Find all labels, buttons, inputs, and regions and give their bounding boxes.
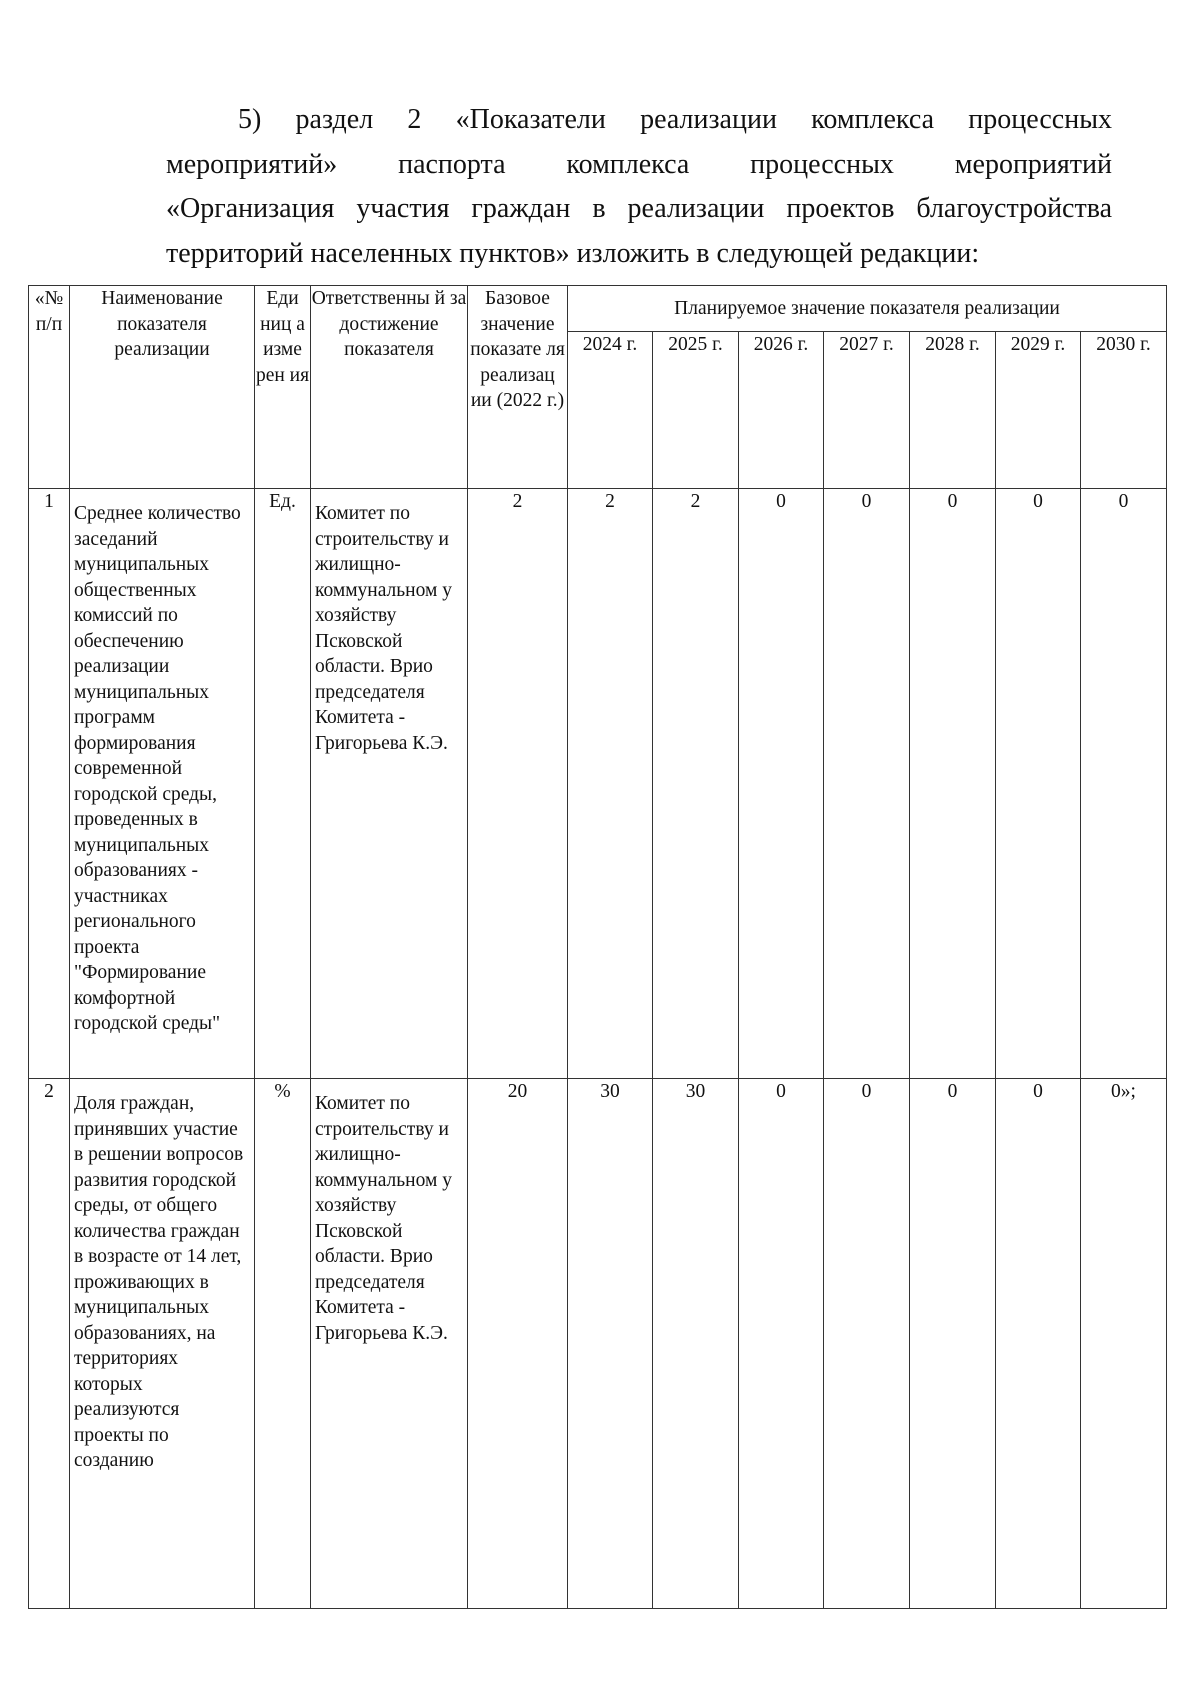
row-name: Среднее количество заседаний муниципальных общественных комиссий по обеспечению реализации муниципальных программ формирования современной городской среды, проведенных в муниципальных образованиях - участниках регионального проекта "Формирование комфортной городской среды"	[70, 489, 255, 1079]
intro-line-2: мероприятий» паспорта комплекса процессных мероприятий	[166, 148, 1112, 180]
row-value: 0	[824, 1079, 910, 1609]
header-planned: Планируемое значение показателя реализации	[568, 286, 1167, 332]
row-value: 0	[739, 489, 824, 1079]
header-base: Базовое значение показате ля реализац ии (2022 г.)	[468, 286, 568, 489]
intro-paragraph	[166, 98, 1112, 276]
row-name: Доля граждан, принявших участие в решении вопросов развития городской среды, от общего количества граждан в возрасте от 14 лет, проживающих в муниципальных образованиях, на территориях которых реализуются проекты по созданию	[70, 1079, 255, 1609]
header-year: 2030 г.	[1081, 332, 1167, 489]
row-unit: Ед.	[255, 489, 311, 1079]
row-value: 0»;	[1081, 1079, 1167, 1609]
intro-line-1: 5) раздел 2 «Показатели реализации комплекса процессных	[238, 104, 1112, 135]
header-year: 2027 г.	[824, 332, 910, 489]
header-year: 2025 г.	[653, 332, 739, 489]
row-responsible: Комитет по строительству и жилищно-коммунальном у хозяйству Псковской области. Врио председателя Комитета - Григорьева К.Э.	[311, 489, 468, 1079]
row-unit: %	[255, 1079, 311, 1609]
row-value: 30	[653, 1079, 739, 1609]
header-responsible: Ответственны й за достижение показателя	[311, 286, 468, 489]
row-value: 0	[996, 1079, 1081, 1609]
header-year: 2024 г.	[568, 332, 653, 489]
table-row	[29, 489, 1167, 1079]
table-row	[29, 1079, 1167, 1609]
header-name: Наименование показателя реализации	[70, 286, 255, 489]
header-num: «№ п/п	[29, 286, 70, 489]
row-value: 2	[653, 489, 739, 1079]
row-responsible: Комитет по строительству и жилищно-коммунальном у хозяйству Псковской области. Врио председателя Комитета - Григорьева К.Э.	[311, 1079, 468, 1609]
row-num: 2	[29, 1079, 70, 1609]
row-value: 0	[910, 1079, 996, 1609]
row-value: 30	[568, 1079, 653, 1609]
row-value: 0	[1081, 489, 1167, 1079]
header-unit: Еди ниц а изме рен ия	[255, 286, 311, 489]
row-value: 0	[996, 489, 1081, 1079]
row-value: 0	[739, 1079, 824, 1609]
indicators-table	[28, 285, 1167, 1609]
row-value: 2	[568, 489, 653, 1079]
row-num: 1	[29, 489, 70, 1079]
header-year: 2028 г.	[910, 332, 996, 489]
header-year: 2029 г.	[996, 332, 1081, 489]
intro-line-4: территорий населенных пунктов» изложить в следующей редакции:	[166, 237, 980, 269]
row-base: 2	[468, 489, 568, 1079]
header-year: 2026 г.	[739, 332, 824, 489]
intro-line-3: «Организация участия граждан в реализации проектов благоустройства	[166, 193, 1112, 224]
row-value: 0	[910, 489, 996, 1079]
row-value: 0	[824, 489, 910, 1079]
row-base: 20	[468, 1079, 568, 1609]
